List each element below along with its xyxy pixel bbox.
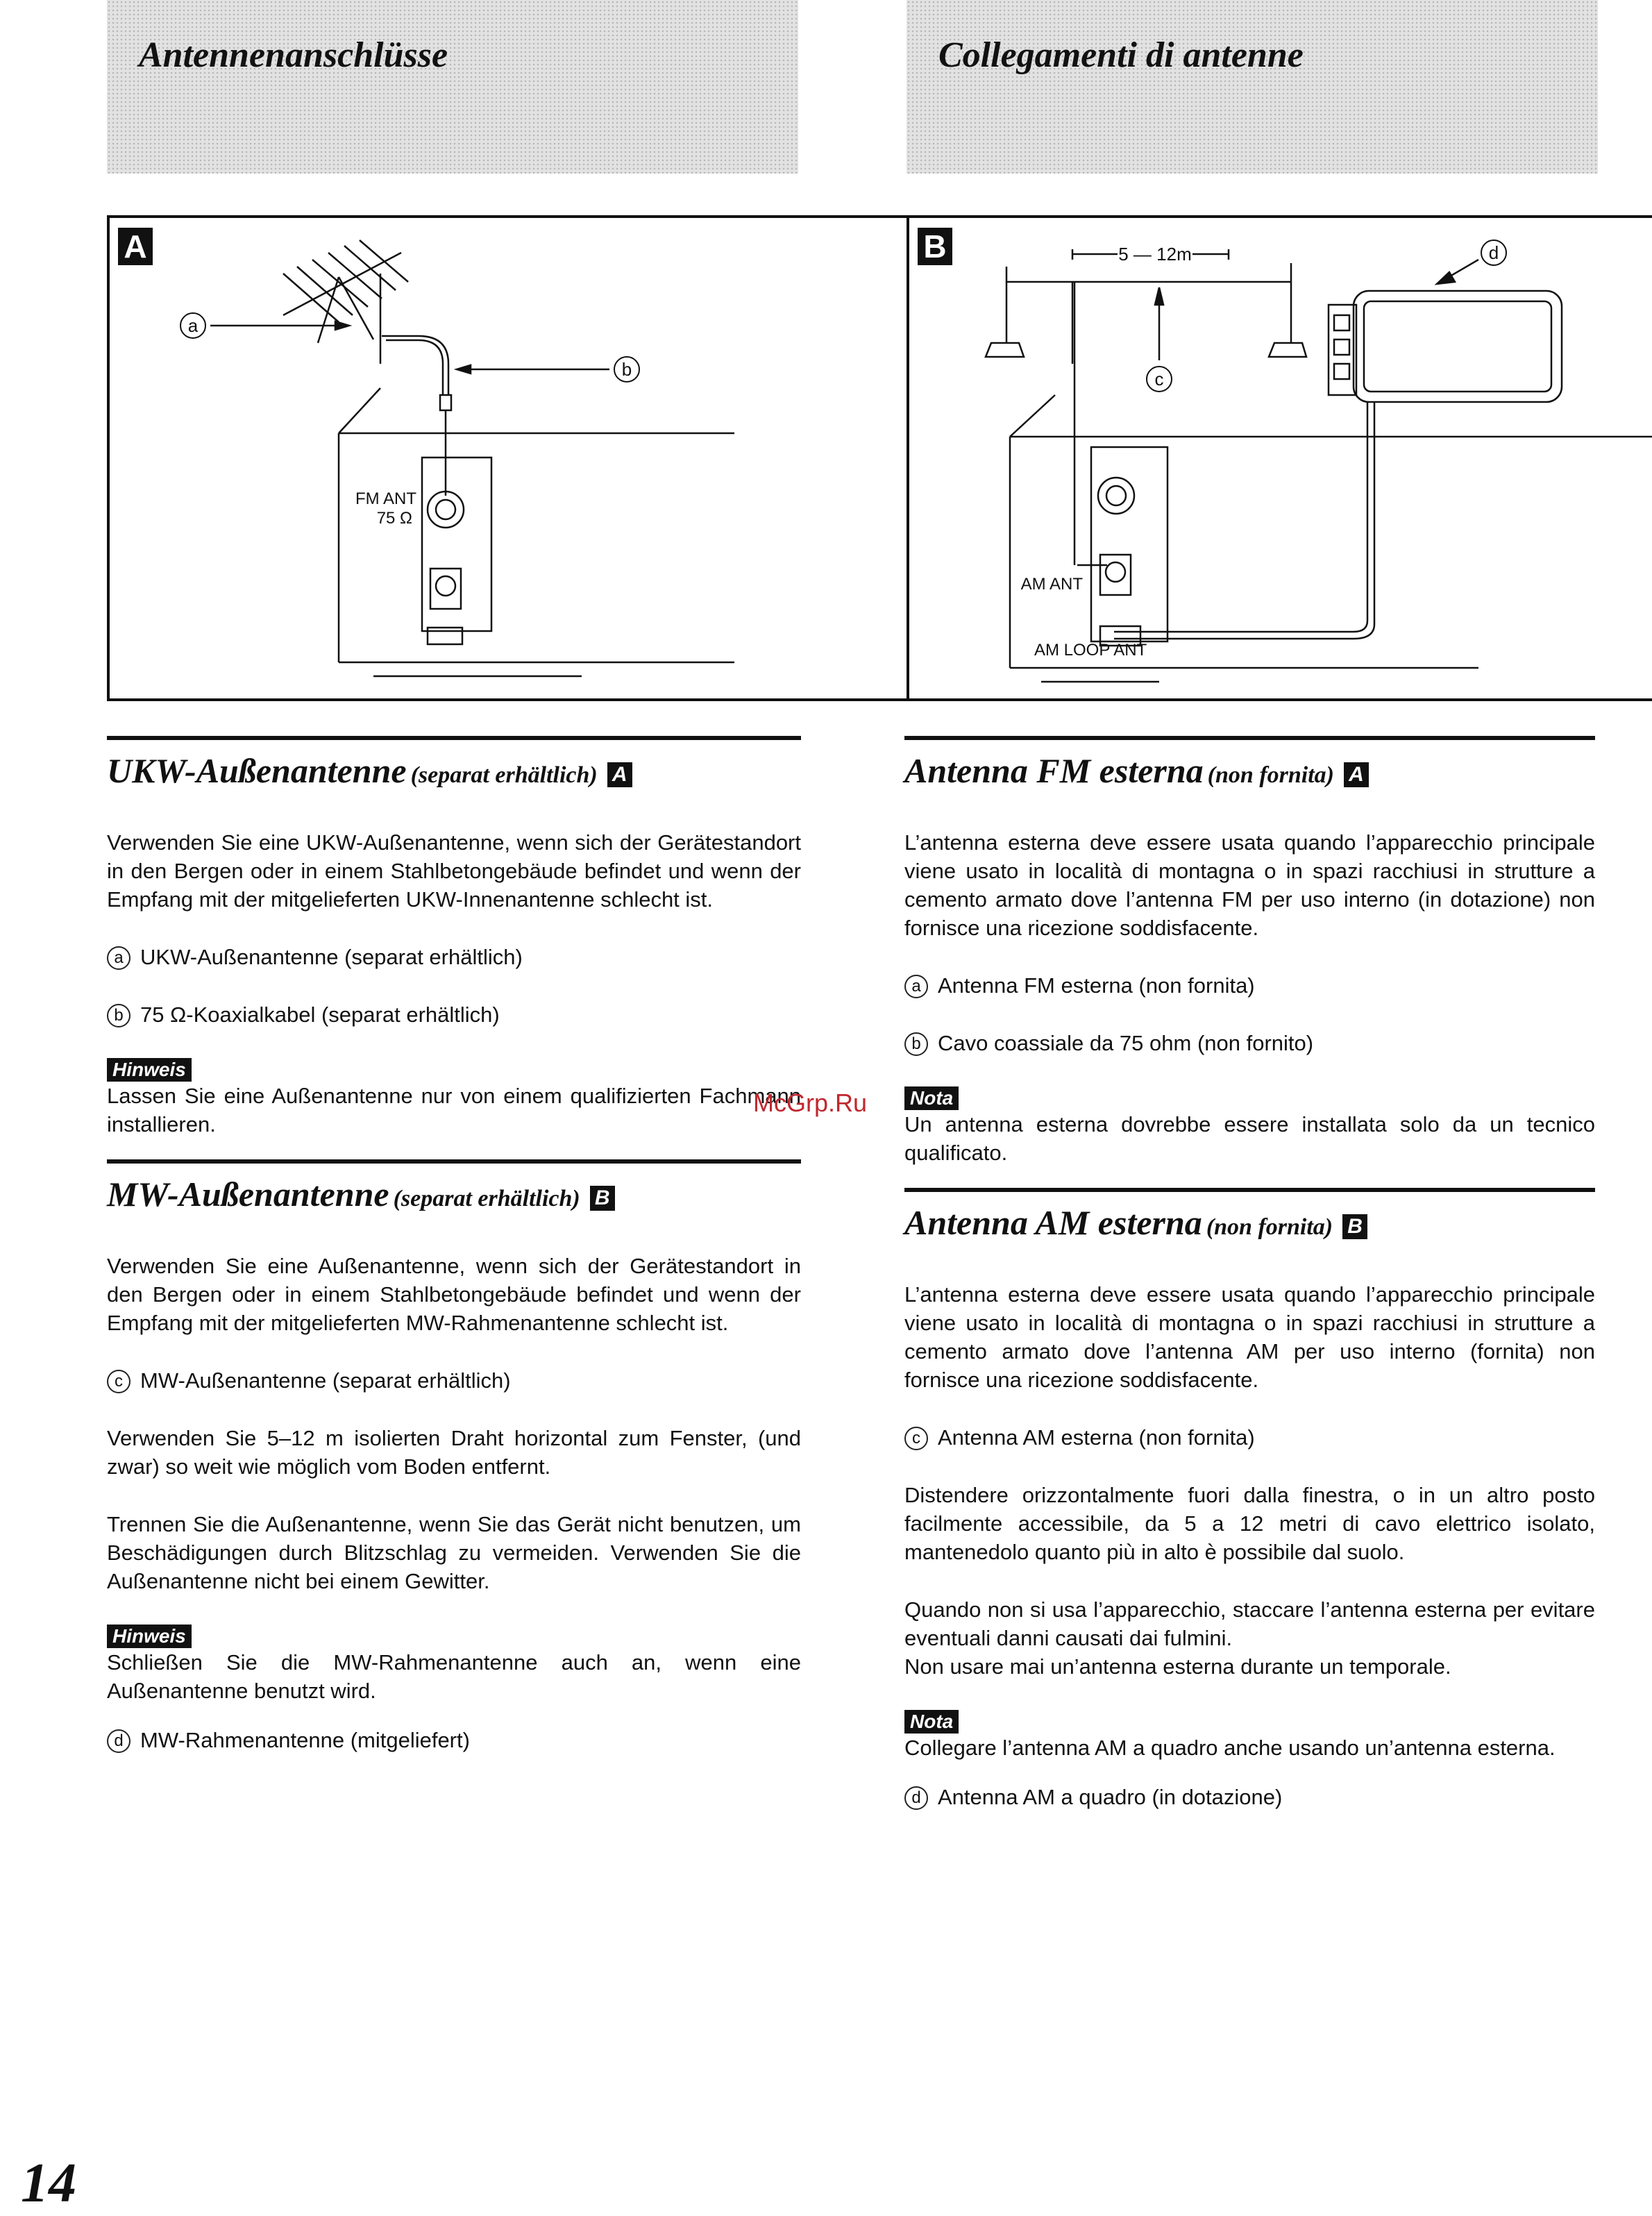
- fm-body-de: Verwenden Sie eine UKW-Außenantenne, wenn sich der Gerätestandort in den Bergen oder in einem Stahlbetongebäude befindet und wenn der Empfang mit der mitgelieferten UKW-Innenantenne schlecht ist.: [107, 830, 801, 912]
- page-number: 14: [21, 2153, 76, 2214]
- figure-a-panel: [107, 215, 907, 701]
- section-rule: [904, 1188, 1595, 1192]
- figure-a-label-b: b: [621, 359, 632, 380]
- fm-ant-label: FM ANT: [355, 489, 416, 508]
- am-para3-it: Quando non si usa l’apparecchio, staccare l’antenna esterna per evitare eventuali danni causati dai fulmini.: [904, 1597, 1595, 1650]
- figure-a-diagram: [110, 218, 909, 704]
- section-rule: [107, 736, 801, 740]
- am-loop-label: AM LOOP ANT: [1034, 641, 1147, 660]
- header-right: [907, 0, 1598, 174]
- header-left: [107, 0, 798, 174]
- fm-title-de: UKW-Außenantenne: [107, 751, 407, 790]
- fm-ohm-label: 75 Ω: [376, 509, 412, 528]
- list-item: [107, 1366, 801, 1395]
- item-b-text: Cavo coassiale da 75 ohm (non fornito): [938, 1031, 1314, 1055]
- fm-body-it: L’antenna esterna deve essere usata quando l’apparecchio principale viene usato in località di montagna o in spazi racchiusi in strutture a cemento armato dove l’antenna FM per uso interno (in dotazione) non fornisce una ricezione soddisfacente.: [904, 830, 1595, 940]
- note-text: Lassen Sie eine Außenantenne nur von einem qualifizierten Fachmann installieren.: [107, 1084, 801, 1136]
- item-a-text: Antenna FM esterna (non fornita): [938, 973, 1255, 998]
- am-body-de: Verwenden Sie eine Außenantenne, wenn sich der Gerätestandort in den Bergen oder in einem Stahlbetongebäude befindet und wenn der Empfang mit der mitgelieferten MW-Rahmenantenne schlecht ist.: [107, 1254, 801, 1335]
- am-para3b-it: Non usare mai un’antenna esterna durante un temporale.: [904, 1654, 1451, 1679]
- marker-d: d: [107, 1729, 130, 1753]
- am-para2-it: Distendere orizzontalmente fuori dalla finestra, o in un altro posto facilmente accessibile, da 5 a 12 metri di cavo elettrico isolato, mantenedolo quanto più in alto è possibile dal suolo.: [904, 1483, 1595, 1564]
- am-badge-de: B: [590, 1186, 615, 1211]
- fm-badge-it: A: [1344, 762, 1369, 787]
- item-b-text: 75 Ω-Koaxialkabel (separat erhältlich): [140, 1002, 500, 1027]
- am-para2-de: Verwenden Sie 5–12 m isolierten Draht horizontal zum Fenster, (und zwar) so weit wie möglich vom Boden entfernt.: [107, 1426, 801, 1479]
- note-label: Nota: [904, 1086, 959, 1110]
- marker-c: c: [107, 1370, 130, 1393]
- figure-b-label-c: c: [1154, 369, 1164, 389]
- marker-c: c: [904, 1427, 928, 1450]
- am-title-de: MW-Außenantenne: [107, 1175, 389, 1214]
- am-para3-de: Trennen Sie die Außenantenne, wenn Sie das Gerät nicht benutzen, um Beschädigungen durch Blitzschlag zu vermeiden. Verwenden Sie die Außenantenne nicht bei einem Gewitter.: [107, 1512, 801, 1593]
- am-subtitle-de: (separat erhältlich): [393, 1186, 580, 1211]
- list-item: [904, 971, 1595, 1000]
- figure-b-panel: [907, 215, 1652, 701]
- coax-cable: [382, 336, 448, 395]
- item-d-text: MW-Rahmenantenne (mitgeliefert): [140, 1728, 470, 1752]
- note-label: Hinweis: [107, 1058, 192, 1082]
- list-item: [107, 1000, 801, 1029]
- am-section-title-de: [107, 1172, 801, 1221]
- note-text: Schließen Sie die MW-Rahmenantenne auch an, wenn eine Außenantenne benutzt wird.: [107, 1650, 801, 1703]
- marker-a: a: [904, 975, 928, 998]
- marker-d: d: [904, 1786, 928, 1810]
- fm-subtitle-de: (separat erhältlich): [410, 762, 598, 788]
- am-body-it: L’antenna esterna deve essere usata quando l’apparecchio principale viene usato in località di montagna o in spazi racchiusi in strutture a cemento armato dove l’antenna AM per uso interno (fornita) non fornisce una ricezione soddisfacente.: [904, 1282, 1595, 1392]
- figure-a-label-a: a: [187, 315, 199, 336]
- item-c-text: MW-Außenantenne (separat erhältlich): [140, 1368, 511, 1393]
- am-section-title-it: [904, 1200, 1595, 1250]
- section-rule: [107, 1159, 801, 1164]
- list-item: [904, 1783, 1595, 1811]
- watermark: McGrp.Ru: [753, 1089, 868, 1117]
- italian-column: [904, 736, 1595, 1840]
- marker-b: b: [107, 1004, 130, 1027]
- fm-section-title-it: [904, 748, 1595, 798]
- page-title-german: Antennenanschlüsse: [139, 35, 448, 75]
- figure-a-badge: A: [118, 228, 153, 265]
- marker-b: b: [904, 1032, 928, 1056]
- am-ant-label: AM ANT: [1020, 575, 1083, 594]
- fm-badge-de: A: [607, 762, 632, 787]
- marker-a: a: [107, 946, 130, 970]
- note-label: Nota: [904, 1710, 959, 1734]
- am-subtitle-it: (non fornita): [1206, 1214, 1333, 1240]
- list-item: [107, 1726, 801, 1754]
- list-item: [107, 943, 801, 971]
- note-text: Un antenna esterna dovrebbe essere installata solo da un tecnico qualificato.: [904, 1112, 1595, 1165]
- item-a-text: UKW-Außenantenne (separat erhältlich): [140, 945, 523, 969]
- distance-label: 5 — 12m: [1118, 244, 1192, 265]
- figure-b-label-d: d: [1488, 242, 1499, 263]
- item-d-text: Antenna AM a quadro (in dotazione): [938, 1785, 1283, 1809]
- german-column: [107, 736, 801, 1783]
- page-title-italian: Collegamenti di antenne: [938, 35, 1304, 75]
- fm-subtitle-it: (non fornita): [1207, 762, 1334, 788]
- fm-section-title-de: [107, 748, 801, 798]
- fm-title-it: Antenna FM esterna: [904, 751, 1204, 790]
- figure-b-badge: B: [918, 228, 952, 265]
- note-label: Hinweis: [107, 1625, 192, 1648]
- list-item: [904, 1423, 1595, 1452]
- item-c-text: Antenna AM esterna (non fornita): [938, 1425, 1255, 1450]
- am-title-it: Antenna AM esterna: [904, 1203, 1202, 1242]
- list-item: [904, 1029, 1595, 1057]
- note-text: Collegare l’antenna AM a quadro anche usando un’antenna esterna.: [904, 1736, 1556, 1760]
- section-rule: [904, 736, 1595, 740]
- figure-b-diagram: [909, 218, 1652, 704]
- am-badge-it: B: [1342, 1214, 1367, 1239]
